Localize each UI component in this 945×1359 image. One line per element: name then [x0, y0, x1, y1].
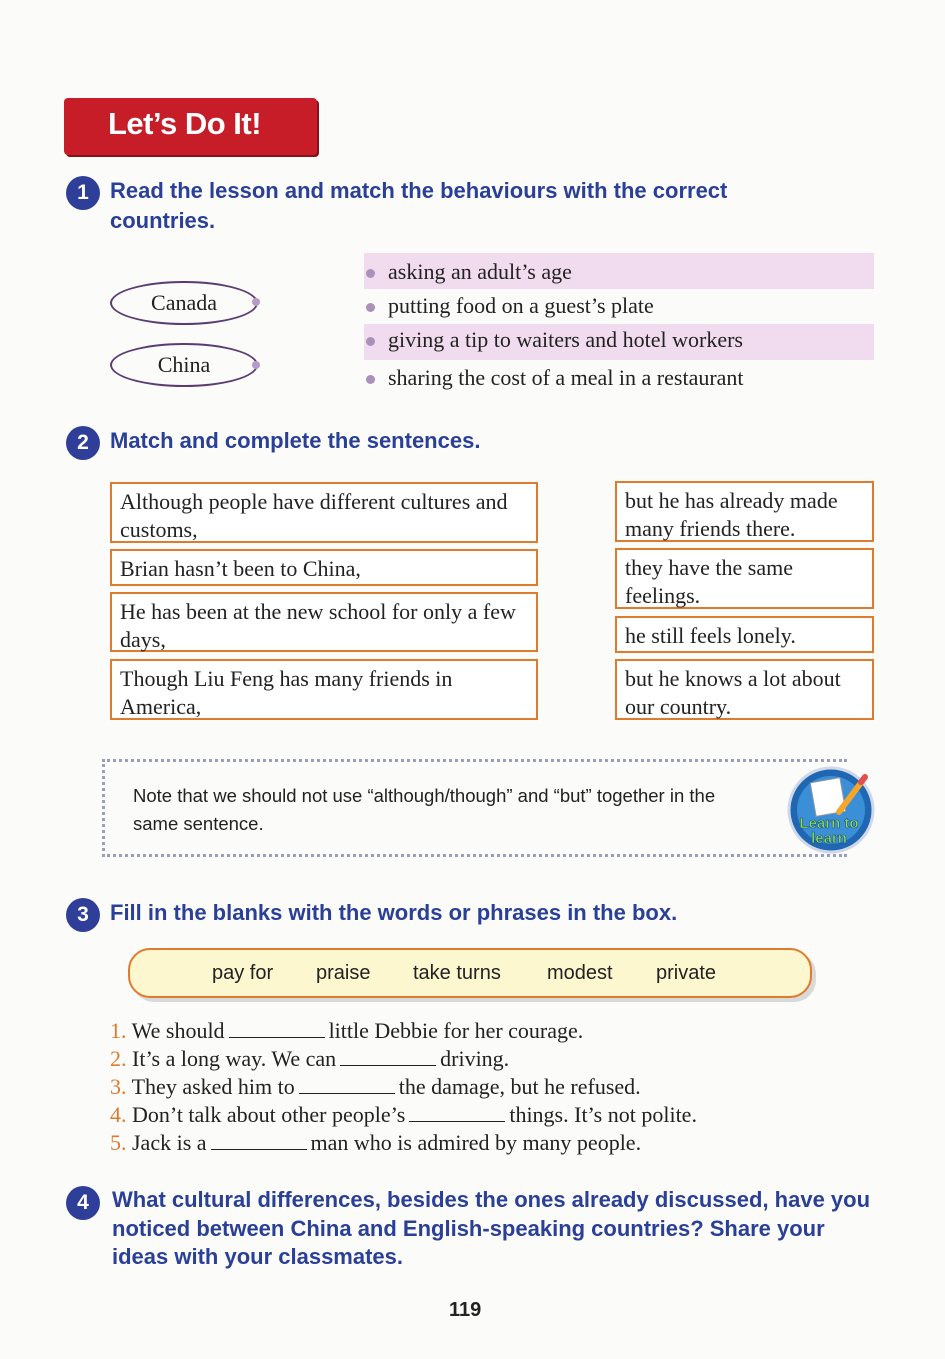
exercise-4-number: 4: [66, 1186, 100, 1220]
behaviour-item[interactable]: [366, 325, 743, 355]
note-text: Note that we should not use “although/though” and “but” together in the same sentence.: [133, 785, 716, 834]
fill-item-3: [110, 1073, 641, 1101]
country-canada[interactable]: Canada: [110, 281, 258, 325]
item-after: man who is admired by many people.: [310, 1130, 642, 1155]
item-number: 4.: [110, 1102, 127, 1127]
section-banner: [64, 98, 317, 155]
answer-blank[interactable]: [211, 1131, 307, 1150]
item-before: Jack is a: [132, 1130, 207, 1155]
sentence-end-box[interactable]: they have the same feelings.: [615, 548, 874, 609]
sentence-end-box[interactable]: he still feels lonely.: [615, 616, 874, 653]
country-china[interactable]: China: [110, 343, 258, 387]
word-option[interactable]: take turns: [413, 962, 501, 984]
word-box: [128, 948, 812, 998]
answer-blank[interactable]: [229, 1019, 325, 1038]
exercise-1-number: 1: [66, 176, 100, 210]
bullet-dot: [366, 375, 375, 384]
badge-line-1: Learn to: [799, 815, 859, 832]
item-before: They asked him to: [131, 1074, 295, 1099]
match-dot-canada[interactable]: [252, 298, 260, 306]
exercise-4-instruction: What cultural differences, besides the ones already discussed, have you noticed between China and English-speaking countries? Share your ideas with your classmates.: [112, 1187, 871, 1269]
sentence-start-box[interactable]: He has been at the new school for only a few days,: [110, 592, 538, 652]
exercise-2-number: 2: [66, 426, 100, 460]
fill-item-5: [110, 1129, 641, 1157]
bullet-dot: [366, 269, 375, 278]
sentence-start-box[interactable]: Brian hasn’t been to China,: [110, 549, 538, 586]
exercise-3-instruction: Fill in the blanks with the words or phrases in the box.: [110, 900, 678, 925]
behaviour-text: asking an adult’s age: [388, 259, 572, 284]
behaviour-item[interactable]: [366, 257, 572, 287]
page-number: 119: [449, 1299, 482, 1321]
bullet-dot: [366, 303, 375, 312]
item-number: 1.: [110, 1018, 127, 1043]
behaviour-text: sharing the cost of a meal in a restaurant: [388, 365, 744, 390]
fill-item-4: [110, 1101, 697, 1129]
item-after: things. It’s not polite.: [509, 1102, 697, 1127]
item-before: We should: [131, 1018, 225, 1043]
behaviour-text: giving a tip to waiters and hotel workers: [388, 327, 743, 352]
fill-item-2: [110, 1045, 509, 1073]
sentence-start-box[interactable]: Though Liu Feng has many friends in America,: [110, 659, 538, 720]
item-number: 5.: [110, 1130, 127, 1155]
fill-item-1: [110, 1017, 583, 1045]
exercise-3-number: 3: [66, 898, 100, 932]
answer-blank[interactable]: [409, 1103, 505, 1122]
item-before: It’s a long way. We can: [132, 1046, 337, 1071]
behaviour-item[interactable]: [366, 291, 654, 321]
item-number: 3.: [110, 1074, 127, 1099]
item-number: 2.: [110, 1046, 127, 1071]
item-before: Don’t talk about other people’s: [132, 1102, 406, 1127]
exercise-2-instruction: Match and complete the sentences.: [110, 428, 481, 453]
answer-blank[interactable]: [340, 1047, 436, 1066]
word-option[interactable]: pay for: [212, 962, 274, 984]
behaviour-item[interactable]: [366, 363, 744, 393]
banner-title: Let’s Do It!: [108, 106, 262, 141]
bullet-dot: [366, 337, 375, 346]
behaviour-text: putting food on a guest’s plate: [388, 293, 654, 318]
item-after: little Debbie for her courage.: [328, 1018, 584, 1043]
item-after: the damage, but he refused.: [398, 1074, 641, 1099]
badge-line-2: learn: [811, 830, 847, 847]
word-option[interactable]: praise: [316, 962, 371, 984]
word-option[interactable]: private: [656, 962, 717, 984]
match-dot-china[interactable]: [252, 361, 260, 369]
learn-badge-icon: [783, 766, 879, 854]
word-option[interactable]: modest: [547, 962, 613, 984]
exercise-1-instruction: Read the lesson and match the behaviours with the correct countries.: [110, 178, 728, 233]
item-after: driving.: [440, 1046, 510, 1071]
sentence-end-box[interactable]: but he knows a lot about our country.: [615, 659, 874, 720]
answer-blank[interactable]: [299, 1075, 395, 1094]
sentence-end-box[interactable]: but he has already made many friends there.: [615, 481, 874, 542]
sentence-start-box[interactable]: Although people have different cultures and customs,: [110, 482, 538, 543]
learn-to-learn-badge: [783, 766, 879, 854]
